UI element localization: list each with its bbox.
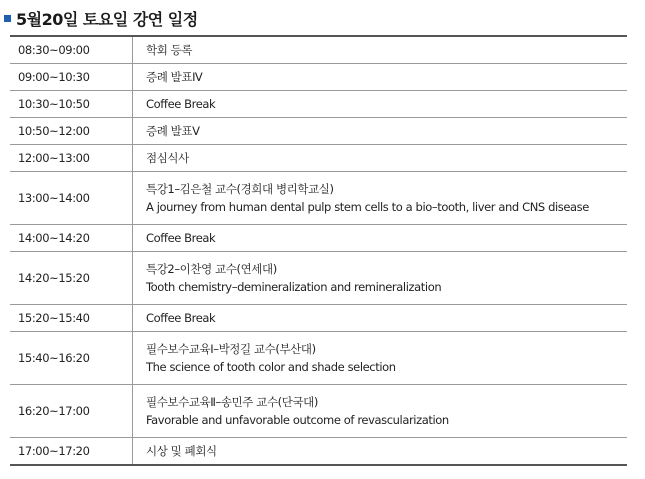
session-subtitle: Tooth chemistry–demineralization and remineralization — [146, 280, 442, 294]
session-cell — [133, 145, 628, 172]
time-cell: 15:40~16:20 — [10, 332, 133, 385]
time-cell: 17:00~17:20 — [10, 438, 133, 466]
table-row — [10, 91, 627, 118]
table-row — [10, 385, 627, 438]
table-row — [10, 64, 627, 91]
time-cell: 16:20~17:00 — [10, 385, 133, 438]
time-cell: 14:20~15:20 — [10, 252, 133, 305]
time-cell: 08:30~09:00 — [10, 36, 133, 64]
time-cell: 14:00~14:20 — [10, 225, 133, 252]
session-title: 필수보수교육Ⅱ–송민주 교수(단국대) — [146, 395, 318, 409]
table-row — [10, 172, 627, 225]
time-cell: 15:20~15:40 — [10, 305, 133, 332]
session-cell — [133, 252, 628, 305]
table-row — [10, 305, 627, 332]
table-row — [10, 145, 627, 172]
table-row — [10, 438, 627, 466]
session-title: 증례 발표Ⅳ — [146, 70, 203, 84]
session-title: 증례 발표Ⅴ — [146, 124, 200, 138]
page-title-row — [4, 6, 198, 30]
session-cell — [133, 385, 628, 438]
table-row — [10, 332, 627, 385]
session-title: 점심식사 — [146, 151, 189, 165]
time-cell: 12:00~13:00 — [10, 145, 133, 172]
session-cell — [133, 225, 628, 252]
session-cell — [133, 91, 628, 118]
table-row — [10, 118, 627, 145]
session-cell — [133, 305, 628, 332]
session-subtitle: Favorable and unfavorable outcome of revascularization — [146, 413, 449, 427]
time-cell: 10:30~10:50 — [10, 91, 133, 118]
session-subtitle: The science of tooth color and shade selection — [146, 360, 396, 374]
page-title: 5월20일 토요일 강연 일정 — [16, 9, 198, 29]
session-cell — [133, 438, 628, 466]
time-cell: 13:00~14:00 — [10, 172, 133, 225]
session-title: Coffee Break — [146, 311, 216, 325]
session-title: Coffee Break — [146, 231, 216, 245]
session-cell — [133, 332, 628, 385]
bullet-square-icon — [4, 15, 11, 22]
time-cell: 09:00~10:30 — [10, 64, 133, 91]
session-title: 특강2–이찬영 교수(연세대) — [146, 262, 277, 276]
session-title: 학회 등록 — [146, 43, 193, 57]
table-row — [10, 225, 627, 252]
time-cell: 10:50~12:00 — [10, 118, 133, 145]
session-cell — [133, 172, 628, 225]
session-cell — [133, 118, 628, 145]
table-row — [10, 252, 627, 305]
session-subtitle: A journey from human dental pulp stem cells to a bio–tooth, liver and CNS disease — [146, 200, 589, 214]
schedule-table — [10, 35, 627, 466]
session-title: Coffee Break — [146, 97, 216, 111]
session-title: 시상 및 폐회식 — [146, 444, 217, 458]
table-row — [10, 36, 627, 64]
session-title: 특강1–김은철 교수(경희대 병리학교실) — [146, 182, 334, 196]
session-cell — [133, 64, 628, 91]
session-title: 필수보수교육Ⅰ–박정길 교수(부산대) — [146, 342, 316, 356]
session-cell — [133, 36, 628, 64]
